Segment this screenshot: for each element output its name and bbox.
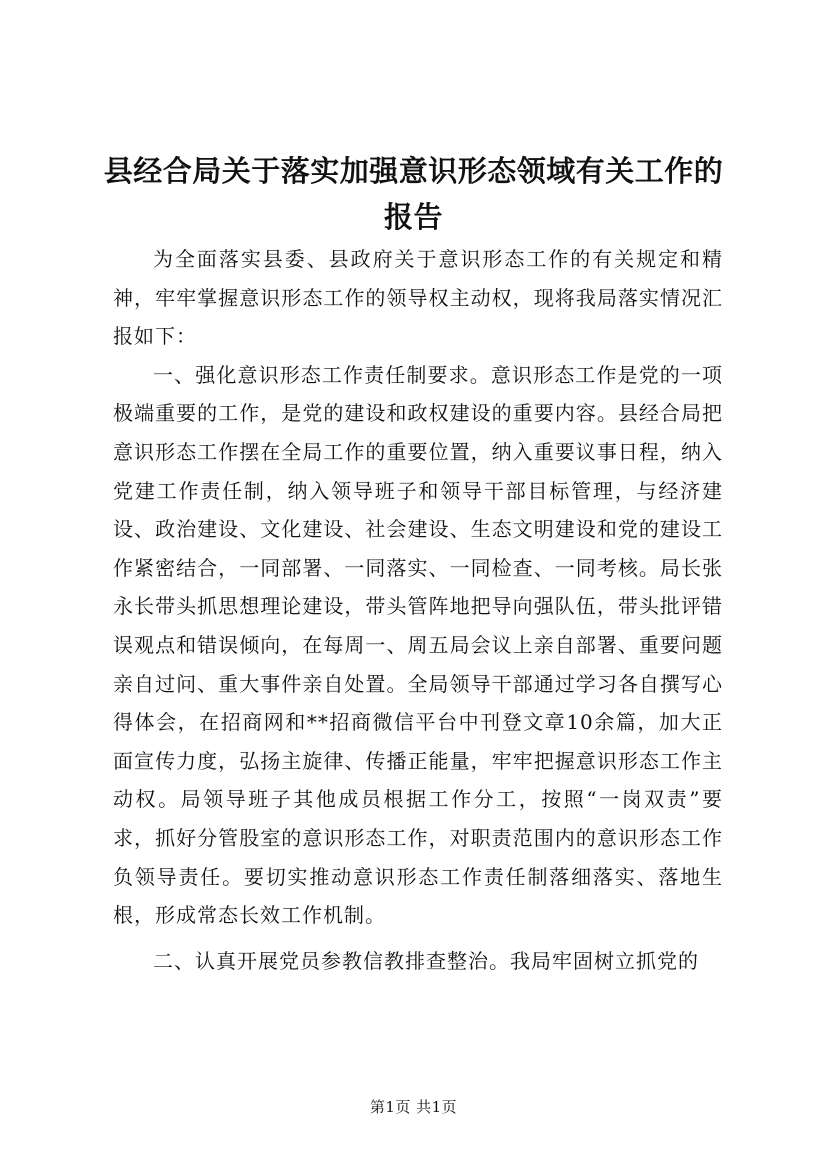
paragraph-intro: 为全面落实县委、县政府关于意识形态工作的有关规定和精神，牢牢掌握意识形态工作的领导权主动权，现将我局落实情况汇报如下： (113, 247, 723, 349)
paragraph-section-two: 二、认真开展党员参教信教排查整治。我局牢固树立抓党的 (153, 948, 699, 973)
paragraph-section-one: 一、强化意识形态工作责任制要求。意识形态工作是党的一项极端重要的工作，是党的建设和政权建设的重要内容。县经合局把意识形态工作摆在全局工作的重要位置，纳入重要议事日程，纳入党建工作责任制，纳入领导班子和领导干部目标管理，与经济建设、政治建设、文化建设、社会建设、生态文明建设和党的建设工作紧密结合，一同部署、一同落实、一同检查、一同考核。局长张永长带头抓思想理论建设，带头管阵地把导向强队伍，带头批评错误观点和错误倾向，在每周一、周五局会议上亲自部署、重要问题亲自过问、重大事件亲自处置。全局领导干部通过学习各自撰写心得体会，在招商网和**招商微信平台中刊登文章10余篇，加大正面宣传力度，弘扬主旋律、传播正能量，牢牢把握意识形态工作主动权。局领导班子其他成员根据工作分工，按照“一岗双责”要求，抓好分管股室的意识形态工作，对职责范围内的意识形态工作负领导责任。要切实推动意识形态工作责任制落细落实、落地生根，形成常态长效工作机制。 (113, 362, 723, 928)
page-number-footer: 第1页 共1页 (369, 1098, 458, 1116)
document-body (113, 240, 723, 980)
document-title: 县经合局关于落实加强意识形态领域有关工作的报告 (103, 154, 724, 234)
